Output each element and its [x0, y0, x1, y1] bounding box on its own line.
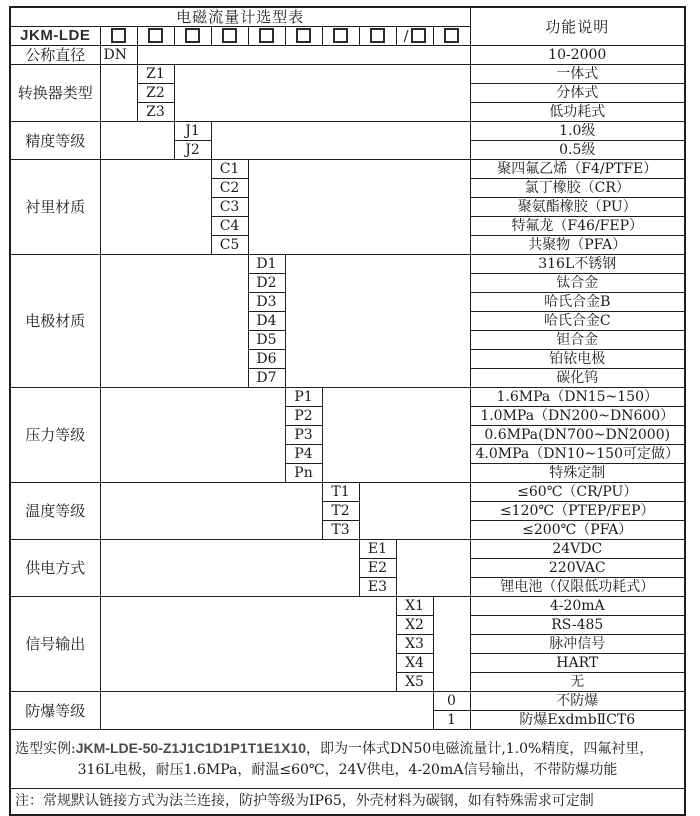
model-checkbox-cell[interactable] — [137, 27, 174, 46]
category-label: 防爆等级 — [10, 692, 100, 730]
description-cell: 1.0级 — [470, 122, 685, 141]
code-cell: DN — [100, 46, 137, 65]
code-cell: X1 — [396, 597, 433, 616]
filler-cell — [100, 597, 396, 692]
description-cell: 铂铱电极 — [470, 350, 685, 369]
filler-cell — [359, 483, 470, 540]
model-label: JKM-LDE — [10, 27, 100, 46]
code-cell: C4 — [211, 217, 248, 236]
checkbox-icon — [411, 28, 426, 43]
code-cell: D4 — [248, 312, 285, 331]
category-label: 信号输出 — [10, 597, 100, 692]
description-cell: 10-2000 — [470, 46, 685, 65]
default-config-note: 注：常规默认链接方式为法兰连接，防护等级为IP65，外壳材料为碳钢，如有特殊需求可定制 — [10, 789, 685, 816]
filler-cell — [100, 160, 211, 255]
model-checkbox-cell[interactable] — [100, 27, 137, 46]
description-cell: 4-20mA — [470, 597, 685, 616]
code-cell: P1 — [285, 388, 322, 407]
description-cell: 不防爆 — [470, 692, 685, 711]
description-cell: 氯丁橡胶（CR） — [470, 179, 685, 198]
code-cell: Z1 — [137, 65, 174, 84]
description-cell: 无 — [470, 673, 685, 692]
category-label: 衬里材质 — [10, 160, 100, 255]
description-cell: 1.0MPa（DN200~DN600） — [470, 407, 685, 426]
model-checkbox-cell[interactable] — [433, 27, 470, 46]
filler-cell — [100, 540, 359, 597]
description-cell: ≤60℃（CR/PU） — [470, 483, 685, 502]
code-cell: J1 — [174, 122, 211, 141]
code-cell: 0 — [433, 692, 470, 711]
filler-cell — [100, 692, 433, 730]
code-cell: T2 — [322, 502, 359, 521]
description-cell: 钛合金 — [470, 274, 685, 293]
model-checkbox-cell[interactable] — [211, 27, 248, 46]
model-checkbox-cell[interactable] — [322, 27, 359, 46]
checkbox-icon — [296, 28, 311, 43]
model-checkbox-cell[interactable] — [174, 27, 211, 46]
filler-cell — [322, 388, 470, 483]
category-label: 压力等级 — [10, 388, 100, 483]
code-cell: D5 — [248, 331, 285, 350]
filler-cell — [100, 388, 285, 483]
example-line-2: 316L电极，耐压1.6MPa，耐温≤60℃，24V供电，4-20mA信号输出，不带防爆功能 — [77, 761, 618, 778]
code-cell: T3 — [322, 521, 359, 540]
filler-cell — [248, 160, 470, 255]
code-cell: C3 — [211, 198, 248, 217]
description-cell: 1.6MPa（DN15~150） — [470, 388, 685, 407]
description-cell: 4.0MPa（DN10~150可定做） — [470, 445, 685, 464]
code-cell: Z3 — [137, 103, 174, 122]
category-label: 精度等级 — [10, 122, 100, 160]
code-cell: C5 — [211, 236, 248, 255]
code-cell: X2 — [396, 616, 433, 635]
checkbox-icon — [444, 28, 459, 43]
description-cell: 脉冲信号 — [470, 635, 685, 654]
filler-cell — [100, 255, 248, 388]
description-cell: 316L不锈钢 — [470, 255, 685, 274]
filler-cell — [211, 122, 470, 160]
model-checkbox-cell[interactable] — [248, 27, 285, 46]
description-cell: 聚四氟乙烯（F4/PTFE） — [470, 160, 685, 179]
category-label: 转换器类型 — [10, 65, 100, 122]
code-cell: P3 — [285, 426, 322, 445]
description-cell: 0.6MPa(DN700~DN2000) — [470, 426, 685, 445]
filler-cell — [100, 483, 322, 540]
checkbox-icon — [333, 28, 348, 43]
filler-cell — [100, 65, 137, 122]
code-cell: C1 — [211, 160, 248, 179]
description-cell: 特氟龙（F46/FEP） — [470, 217, 685, 236]
filler-cell — [100, 122, 174, 160]
checkbox-icon — [185, 28, 200, 43]
checkbox-icon — [259, 28, 274, 43]
code-cell: P2 — [285, 407, 322, 426]
example-line-1 — [15, 738, 680, 760]
code-cell: D7 — [248, 369, 285, 388]
code-cell: X5 — [396, 673, 433, 692]
checkbox-icon — [370, 28, 385, 43]
description-cell: 低功耗式 — [470, 103, 685, 122]
description-cell: ≤200℃（PFA） — [470, 521, 685, 540]
model-checkbox-cell-slash[interactable] — [396, 27, 433, 46]
code-cell: D6 — [248, 350, 285, 369]
description-cell: 钽合金 — [470, 331, 685, 350]
description-cell: ≤120℃（PTEP/FEP） — [470, 502, 685, 521]
model-checkbox-cell[interactable] — [285, 27, 322, 46]
example-model-code: JKM-LDE-50-Z1J1C1D1P1T1E1X10 — [75, 739, 307, 756]
filler-cell — [137, 46, 470, 65]
filler-cell — [433, 597, 470, 692]
code-cell: P4 — [285, 445, 322, 464]
description-cell: 聚氨酯橡胶（PU） — [470, 198, 685, 217]
code-cell: C2 — [211, 179, 248, 198]
category-label: 供电方式 — [10, 540, 100, 597]
description-cell: 哈氏合金B — [470, 293, 685, 312]
description-cell: 共聚物（PFA） — [470, 236, 685, 255]
code-cell: D2 — [248, 274, 285, 293]
category-label: 温度等级 — [10, 483, 100, 540]
description-cell: RS-485 — [470, 616, 685, 635]
example-prefix: 选型实例: — [15, 740, 76, 757]
description-cell: 锂电池（仅限低功耗式） — [470, 578, 685, 597]
description-cell: 特殊定制 — [470, 464, 685, 483]
checkbox-icon — [111, 28, 126, 43]
code-cell: X4 — [396, 654, 433, 673]
description-cell: 哈氏合金C — [470, 312, 685, 331]
category-label: 电极材质 — [10, 255, 100, 388]
code-cell: D1 — [248, 255, 285, 274]
description-cell: 防爆ExdmbⅡCT6 — [470, 711, 685, 730]
filler-cell — [174, 65, 470, 122]
description-cell: 碳化钨 — [470, 369, 685, 388]
code-cell: X3 — [396, 635, 433, 654]
checkbox-icon — [148, 28, 163, 43]
slash-separator: / — [403, 27, 409, 45]
selection-table — [9, 6, 686, 816]
code-cell: D3 — [248, 293, 285, 312]
code-cell: J2 — [174, 141, 211, 160]
code-cell: Z2 — [137, 84, 174, 103]
code-cell: Pn — [285, 464, 322, 483]
filler-cell — [396, 540, 470, 597]
page-title: 电磁流量计选型表 — [10, 7, 470, 27]
code-cell: 1 — [433, 711, 470, 730]
description-cell: 一体式 — [470, 65, 685, 84]
description-cell: 24VDC — [470, 540, 685, 559]
code-cell: E3 — [359, 578, 396, 597]
checkbox-icon — [222, 28, 237, 43]
model-checkbox-cell[interactable] — [359, 27, 396, 46]
category-label: 公称直径 — [10, 46, 100, 65]
filler-cell — [285, 255, 470, 388]
description-cell: 0.5级 — [470, 141, 685, 160]
description-cell: HART — [470, 654, 685, 673]
code-cell: E1 — [359, 540, 396, 559]
code-cell: E2 — [359, 559, 396, 578]
example-line1-rest: ，即为一体式DN50电磁流量计,1.0%精度，四氟衬里， — [306, 740, 654, 757]
description-cell: 220VAC — [470, 559, 685, 578]
function-column-header: 功能说明 — [470, 7, 685, 46]
code-cell: T1 — [322, 483, 359, 502]
selection-example-note — [10, 730, 685, 789]
description-cell: 分体式 — [470, 84, 685, 103]
